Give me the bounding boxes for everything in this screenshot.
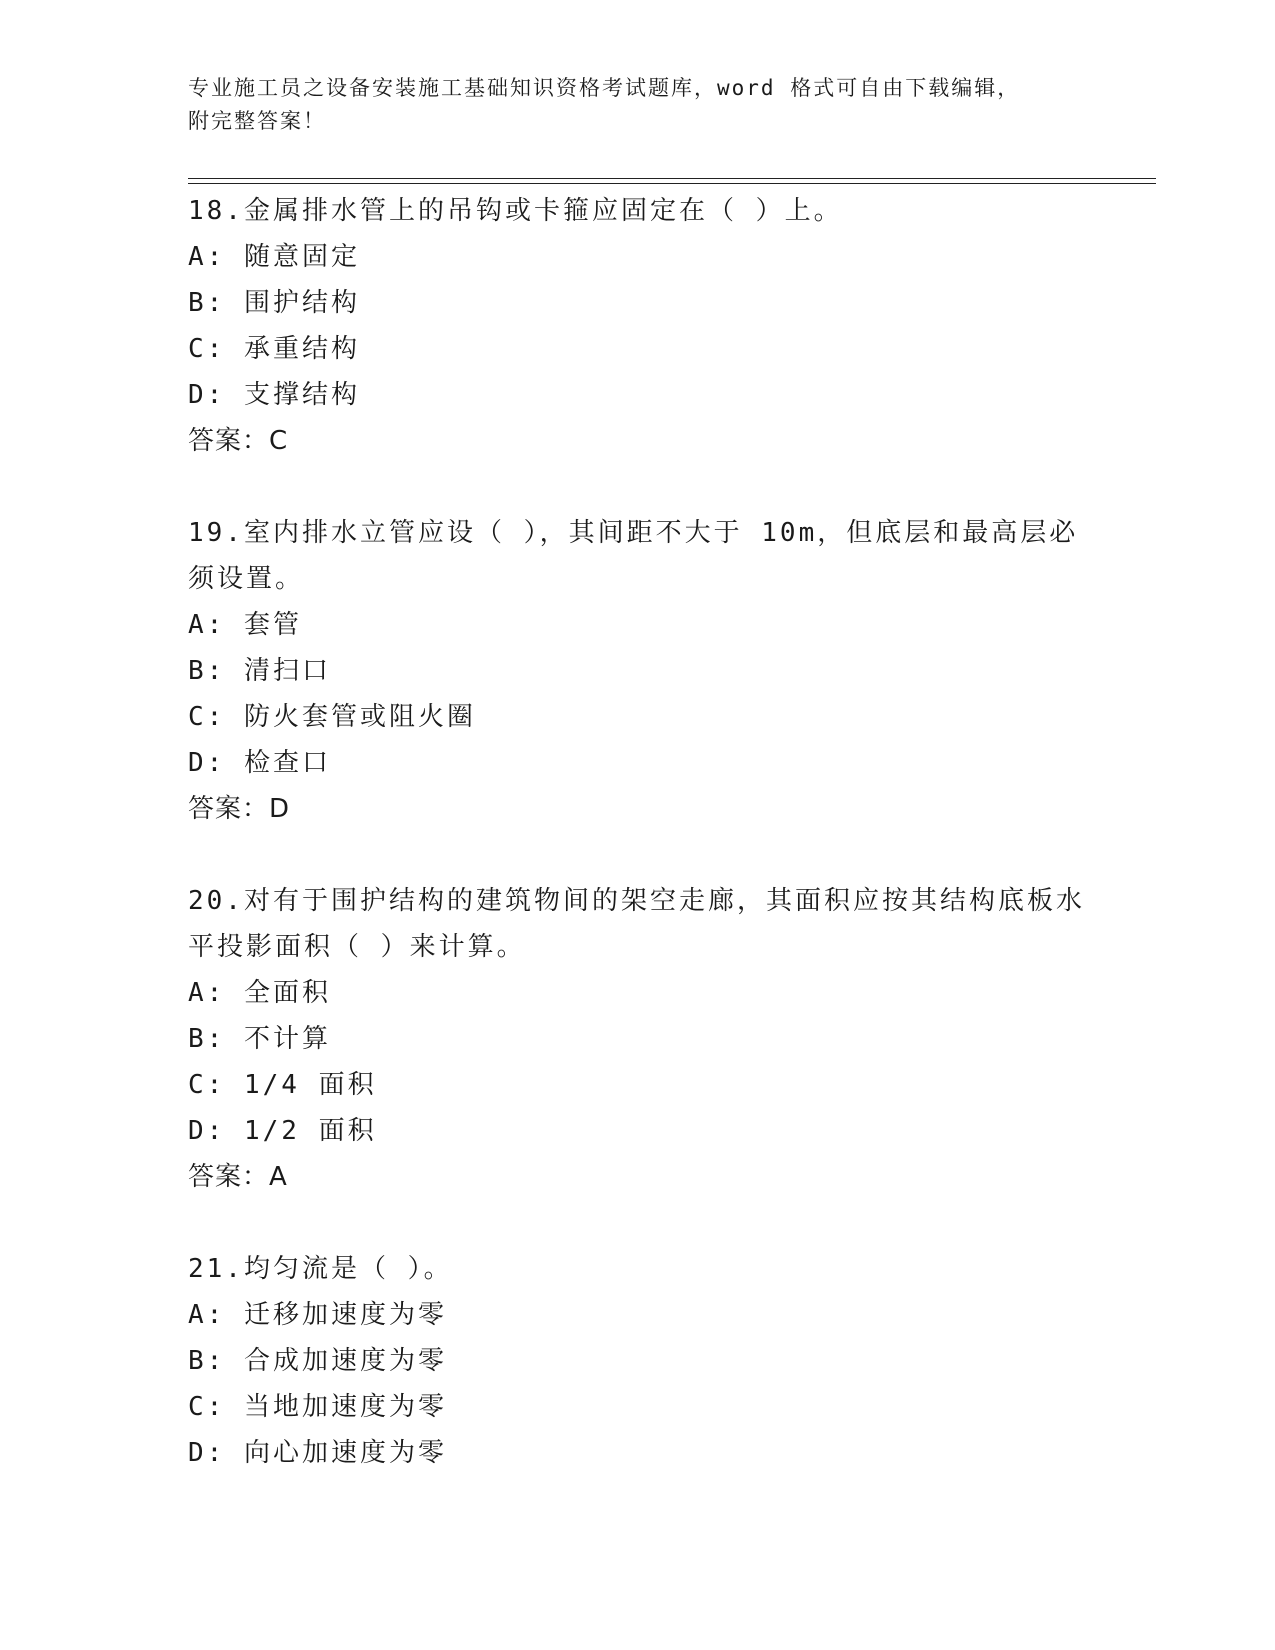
- question-stem: 18.金属排水管上的吊钩或卡箍应固定在（ ）上。: [188, 196, 843, 226]
- option-a: A: 随意固定: [188, 242, 360, 272]
- header-line-2: 附完整答案！: [188, 109, 326, 133]
- option-b: B: 围护结构: [188, 288, 360, 318]
- option-a: A: 套管: [188, 610, 302, 640]
- option-b: B: 清扫口: [188, 656, 331, 686]
- option-d: D: 支撑结构: [188, 380, 360, 410]
- question-19: [188, 510, 1088, 832]
- question-stem: 19.室内排水立管应设（ ），其间距不大于 10m，但底层和最高层必须设置。: [188, 518, 1079, 594]
- option-c: C: 1/4 面积: [188, 1070, 377, 1100]
- option-a: A: 迁移加速度为零: [188, 1300, 447, 1330]
- question-21: [188, 1246, 1088, 1476]
- document-header: [188, 72, 1088, 138]
- option-c: C: 当地加速度为零: [188, 1392, 447, 1422]
- header-divider-top: [188, 178, 1156, 179]
- header-line-1: 专业施工员之设备安装施工基础知识资格考试题库，word 格式可自由下载编辑，: [188, 76, 1021, 100]
- answer-line: 答案：D: [188, 794, 291, 824]
- option-a: A: 全面积: [188, 978, 331, 1008]
- answer-line: 答案：A: [188, 1162, 288, 1192]
- option-d: D: 1/2 面积: [188, 1116, 377, 1146]
- option-c: C: 承重结构: [188, 334, 360, 364]
- question-18: [188, 188, 1088, 464]
- option-b: B: 合成加速度为零: [188, 1346, 447, 1376]
- option-d: D: 检查口: [188, 748, 331, 778]
- option-c: C: 防火套管或阻火圈: [188, 702, 476, 732]
- question-20: [188, 878, 1088, 1200]
- header-divider-bottom: [188, 183, 1156, 184]
- answer-line: 答案：C: [188, 426, 289, 456]
- question-stem: 21.均匀流是（ ）。: [188, 1254, 453, 1284]
- option-b: B: 不计算: [188, 1024, 331, 1054]
- option-d: D: 向心加速度为零: [188, 1438, 447, 1468]
- question-list: [188, 188, 1088, 1522]
- question-stem: 20.对有于围护结构的建筑物间的架空走廊，其面积应按其结构底板水平投影面积（ ）来计算。: [188, 886, 1085, 962]
